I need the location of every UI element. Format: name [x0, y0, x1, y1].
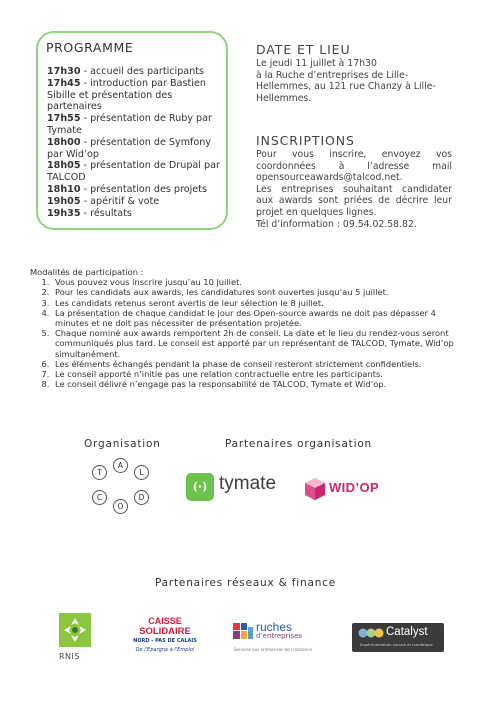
programme-text: - apéritif & vote [80, 195, 160, 207]
talcod-letter: O [113, 499, 128, 514]
programme-item [47, 113, 225, 137]
talcod-letter: T [92, 465, 107, 480]
programme-text: - présentation de Ruby par Tymate [47, 113, 212, 136]
tymate-name: tymate [219, 473, 277, 494]
rnis-logo [57, 611, 93, 663]
programme-text: - présentation des projets [80, 183, 207, 195]
modalites-list [30, 277, 455, 389]
programme-time: 18h05 [47, 160, 81, 172]
date-lieu-line: Hellemmes, au 121 rue Chanzy à Lille- [256, 81, 436, 93]
talcod-logo [88, 458, 154, 518]
inscriptions-title: INSCRIPTIONS [256, 133, 355, 148]
programme-time: 18h10 [47, 183, 81, 195]
modalites-item: 5. Chaque nominé aux awards remportent 2h de conseil. La date et le lieu du rendez-vous seront communiqués plus tard. Le conseil est apporté par un représentant de TALCOD, Tymate, Wid’op simultanément. [52, 328, 455, 359]
ruches-tagline: Services aux entreprises de croissance [234, 647, 312, 652]
modalites-intro: Modalités de participation : [30, 267, 144, 277]
date-lieu-line: Le jeudi 11 juillet à 17h30 [256, 58, 377, 69]
talcod-letter: C [92, 490, 107, 505]
widop-cube-icon [303, 477, 327, 501]
caisse-line2: SOLIDAIRE [139, 626, 191, 637]
programme-time: 18h00 [47, 136, 81, 148]
modalites-item: 8. Le conseil délivré n’engage pas la responsabilité de TALCOD, Tymate et Wid’op. [52, 379, 455, 389]
programme-list [47, 66, 225, 219]
ruches-sub: d’entreprises [256, 632, 303, 640]
organisation-caption: Organisation [84, 438, 161, 450]
inscriptions-phone: Tél d’information : 09.54.02.58.82. [256, 218, 417, 230]
programme-item [47, 137, 225, 161]
caisse-line1: CAISSE [148, 616, 182, 626]
talcod-letter: L [134, 465, 149, 480]
inscriptions-body [256, 149, 452, 230]
inscriptions-line: projet en quelques lignes. [256, 206, 377, 218]
catalyst-name: Catalyst [386, 626, 428, 638]
modalites-item: 3. Les candidats retenus seront avertis de leur sélection le 8 juillet. [52, 298, 455, 308]
catalyst-sub: Expérimentation sociale et numérique [360, 642, 433, 647]
modalites-item: 7. Le conseil apporté n’initie pas une relation contractuelle entre les participants. [52, 369, 455, 379]
talcod-letter: A [113, 458, 128, 473]
programme-time: 17h30 [47, 66, 81, 77]
inscriptions-line: aux awards sont priées de décrire leur [256, 195, 452, 207]
rnis-label: RNIS [59, 652, 80, 661]
tymate-mark-icon: (·) [186, 473, 214, 501]
inscriptions-line: coordonnées à l’adresse mail [256, 160, 452, 172]
programme-text: - accueil des participants [80, 66, 205, 77]
programme-time: 19h05 [47, 195, 81, 207]
date-lieu-body [256, 58, 456, 104]
reseaux-caption: Partenaires réseaux & finance [155, 577, 336, 589]
date-lieu-line: à la Ruche d’entreprises de Lille- [256, 69, 409, 81]
programme-text: - résultats [80, 207, 132, 219]
programme-item [47, 160, 225, 184]
programme-item [47, 78, 225, 113]
partenaires-caption: Partenaires organisation [225, 438, 372, 450]
modalites-item: 2. Pour les candidats aux awards, les candidatures sont ouvertes jusqu’au 5 juillet. [52, 287, 455, 297]
catalyst-dots-icon [358, 627, 384, 639]
ruches-blocks-icon [232, 620, 254, 642]
programme-title: PROGRAMME [46, 40, 134, 55]
caisse-region: NORD - PAS DE CALAIS [133, 638, 197, 644]
programme-text: - présentation de Symfony par Wid’op [47, 136, 212, 160]
tymate-logo [186, 473, 290, 503]
catalyst-logo [352, 623, 444, 652]
rnis-emblem-icon [57, 611, 93, 649]
widop-logo [303, 475, 383, 503]
programme-text: - présentation de Drupal par TALCOD [47, 160, 220, 184]
programme-text: - introduction par Bastien Sibille et présentation des partenaires [47, 77, 206, 113]
programme-item [47, 208, 225, 220]
inscriptions-line: Les entreprises souhaitant candidater [256, 183, 452, 195]
caisse-solidaire-logo [127, 614, 203, 658]
date-lieu-title: DATE ET LIEU [256, 42, 351, 57]
programme-time: 19h35 [47, 207, 81, 219]
ruches-logo [232, 620, 322, 654]
modalites-item: 4. La présentation de chaque candidat le jour des Open-source awards ne doit pas dépasser 4 minutes et ne doit pas nécessiter de présentation projetée. [52, 308, 455, 328]
caisse-tagline: De l’Epargne à l’Emploi [135, 647, 195, 653]
programme-item [47, 66, 225, 78]
modalites-item: 1. Vous pouvez vous inscrire jusqu’au 10 juillet. [52, 277, 455, 287]
modalites-item: 6. Les éléments échangés pendant la phase de conseil resteront strictement confidentiels. [52, 359, 455, 369]
inscriptions-email[interactable]: opensourceawards@talcod.net. [256, 172, 403, 184]
modalites-section [30, 267, 455, 389]
programme-time: 17h55 [47, 113, 81, 125]
programme-item [47, 196, 225, 208]
inscriptions-line: Pour vous inscrire, envoyez vos [256, 149, 452, 160]
date-lieu-line: Hellemmes. [256, 92, 312, 104]
ruches-name: ruches [256, 620, 293, 634]
widop-name: WID’OP [329, 480, 380, 495]
programme-time: 17h45 [47, 77, 81, 89]
programme-item [47, 184, 225, 196]
talcod-letter: D [134, 490, 149, 505]
